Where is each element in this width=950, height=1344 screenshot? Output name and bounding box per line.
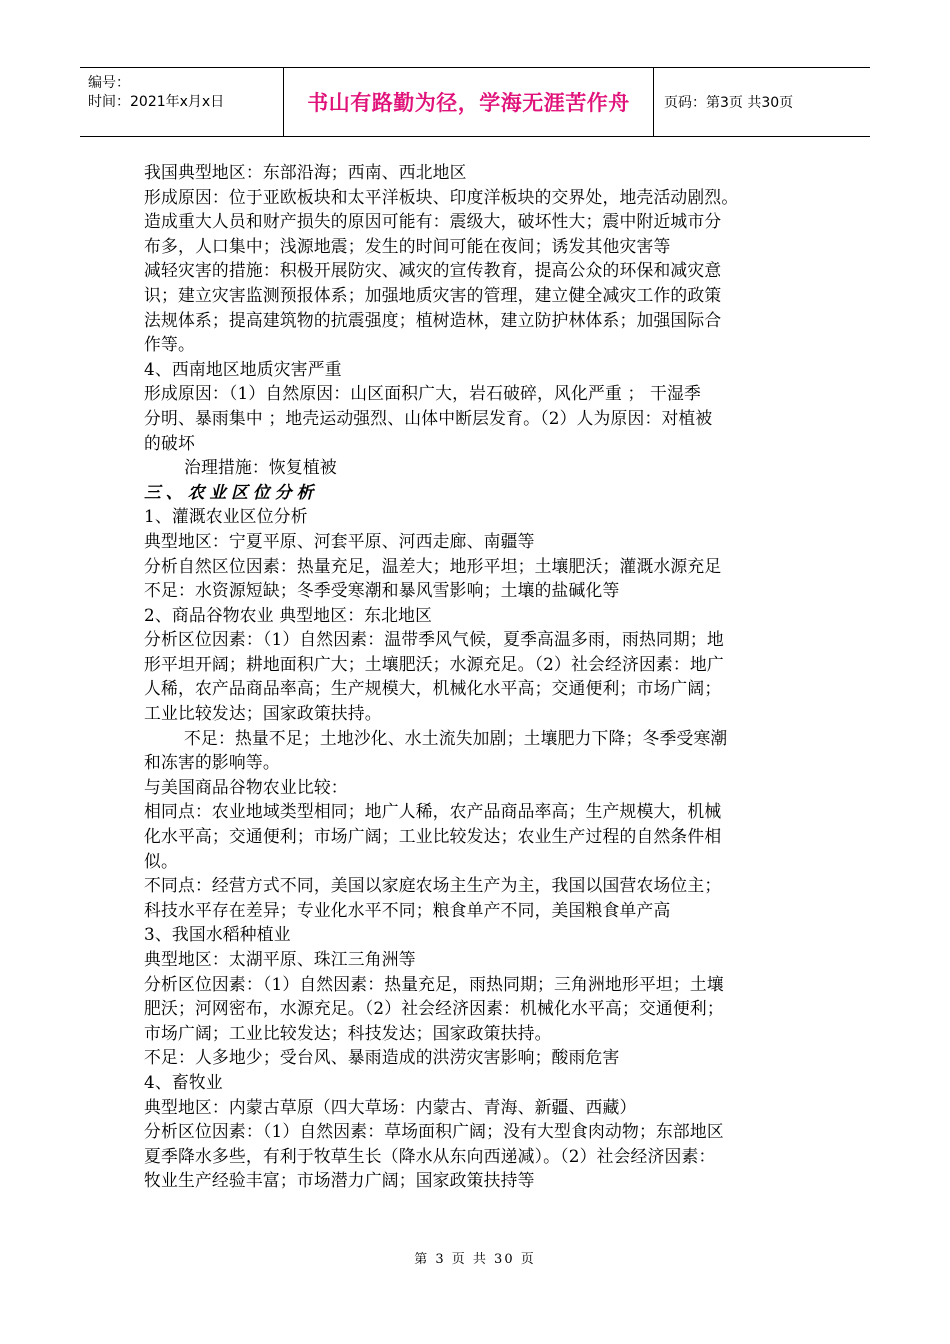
header-motto-cell: [284, 68, 654, 136]
subsection-heading: 3、我国水稻种植业: [144, 924, 291, 945]
subsection-heading: 1、灌溉农业区位分析: [144, 506, 308, 527]
text-line: 不足：人多地少；受台风、暴雨造成的洪涝灾害影响；酸雨危害: [144, 1047, 620, 1068]
text-line: 我国典型地区：东部沿海；西南、西北地区: [144, 162, 467, 182]
text-line: 治理措施：恢复植被: [184, 457, 337, 478]
text-line: 分明、暴雨集中 ；地壳运动强烈、山体中断层发育。（2）人为原因：对植被: [144, 407, 713, 428]
subsection-heading: 4、西南地区地质灾害严重: [144, 358, 342, 379]
text-line: 作等。: [144, 334, 195, 355]
text-line: 与美国商品谷物农业比较：: [144, 776, 348, 797]
text-line: 分析自然区位因素：热量充足，温差大；地形平坦；土壤肥沃；灌溉水源充足: [144, 555, 722, 576]
text-line: 科技水平存在差异；专业化水平不同；粮食单产不同，美国粮食单产高: [144, 899, 671, 920]
text-line: 法规体系；提高建筑物的抗震强度；植树造林，建立防护林体系；加强国际合: [144, 309, 722, 330]
text-line: 人稀，农产品商品率高；生产规模大，机械化水平高；交通便利；市场广阔；: [144, 678, 722, 699]
text-line: 分析区位因素：（1）自然因素：温带季风气候，夏季高温多雨，雨热同期；地: [144, 629, 724, 650]
text-line: 市场广阔；工业比较发达；科技发达；国家政策扶持。: [144, 1022, 552, 1043]
text-line: 造成重大人员和财产损失的原因可能有：震级大，破坏性大；震中附近城市分: [144, 211, 722, 232]
text-line: 似。: [144, 850, 178, 871]
subsection-heading: 2、商品谷物农业 典型地区：东北地区: [144, 604, 433, 625]
document-body: [144, 160, 804, 1193]
text-line: 识；建立灾害监测预报体系；加强地质灾害的管理，建立健全减灾工作的政策: [144, 284, 722, 305]
text-line: 形成原因：（1）自然原因：山区面积广大，岩石破碎，风化严重 ； 干湿季: [144, 383, 701, 404]
header-number: 编号：: [88, 75, 130, 91]
text-line: 形平坦开阔；耕地面积广大；土壤肥沃；水源充足。（2）社会经济因素：地广: [144, 653, 724, 674]
header-time: 时间：2021年x月x日: [88, 94, 225, 110]
text-line: 分析区位因素：（1）自然因素：草场面积广阔；没有大型食肉动物；东部地区: [144, 1121, 724, 1142]
page-footer: 第 3 页 共 30 页: [414, 1252, 536, 1267]
text-line: 形成原因：位于亚欧板块和太平洋板块、印度洋板块的交界处，地壳活动剧烈。: [144, 186, 739, 207]
header-meta: [80, 68, 284, 136]
header-page-cell: [654, 68, 870, 136]
text-line: 相同点：农业地域类型相同；地广人稀，农产品商品率高；生产规模大，机械: [144, 801, 722, 822]
text-line: 的破坏: [144, 432, 195, 453]
text-line: 布多，人口集中；浅源地震；发生的时间可能在夜间；诱发其他灾害等: [144, 235, 671, 256]
text-line: 化水平高；交通便利；市场广阔；工业比较发达；农业生产过程的自然条件相: [144, 826, 722, 847]
text-line: 典型地区：宁夏平原、河套平原、河西走廊、南疆等: [144, 530, 535, 551]
text-line: 牧业生产经验丰富；市场潜力广阔；国家政策扶持等: [144, 1170, 535, 1191]
text-line: 工业比较发达；国家政策扶持。: [144, 703, 382, 724]
text-line: 夏季降水多些，有利于牧草生长（降水从东向西递减）。（2）社会经济因素：: [144, 1145, 716, 1166]
text-line: 肥沃；河网密布，水源充足。（2）社会经济因素：机械化水平高；交通便利；: [144, 998, 724, 1019]
header-page-number: 页码：第3页 共30页: [664, 95, 794, 111]
text-line: 不足：水资源短缺；冬季受寒潮和暴风雪影响；土壤的盐碱化等: [144, 580, 620, 601]
page-header: [80, 67, 870, 137]
section-heading: 三、农业区位分析: [144, 481, 319, 502]
subsection-heading: 4、畜牧业: [144, 1071, 223, 1092]
text-line: 典型地区：太湖平原、珠江三角洲等: [144, 949, 416, 969]
text-line: 和冻害的影响等。: [144, 752, 280, 773]
text-line: 不同点：经营方式不同，美国以家庭农场主生产为主，我国以国营农场位主；: [144, 875, 722, 896]
text-line: 不足：热量不足；土地沙化、水土流失加剧；土壤肥力下降；冬季受寒潮: [184, 727, 728, 748]
text-line: 分析区位因素：（1）自然因素：热量充足，雨热同期；三角洲地形平坦；土壤: [144, 973, 724, 994]
header-motto: 书山有路勤为径，学海无涯苦作舟: [307, 91, 630, 115]
text-line: 减轻灾害的措施：积极开展防灾、减灾的宣传教育，提高公众的环保和减灾意: [144, 260, 722, 281]
text-line: 典型地区：内蒙古草原（四大草场：内蒙古、青海、新疆、西藏）: [144, 1096, 637, 1117]
